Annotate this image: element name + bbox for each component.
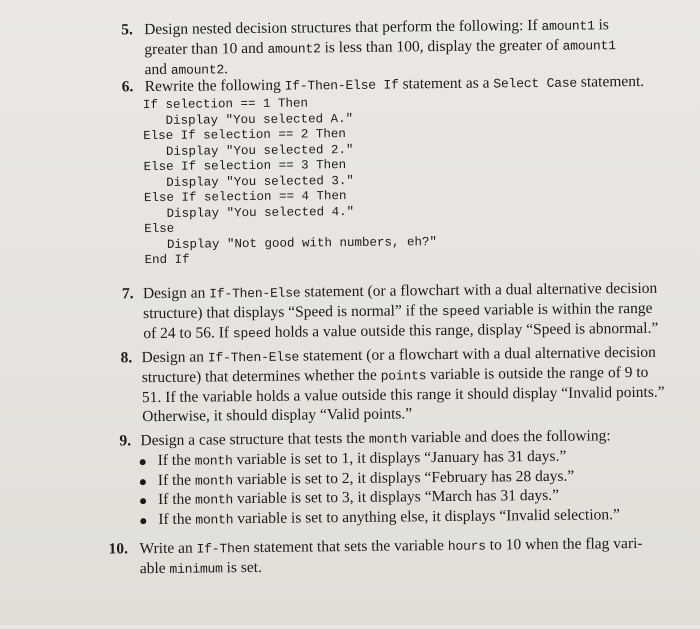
problem-number: 5. bbox=[121, 21, 133, 39]
code-term: If-Then-Else bbox=[207, 349, 300, 366]
problem-number: 8. bbox=[120, 349, 133, 367]
code-line: Else If selection == 4 Then bbox=[143, 189, 347, 206]
text-run: holds a value outside this range, display “Speed is abnormal.” bbox=[270, 319, 659, 341]
code-term: speed bbox=[232, 325, 271, 342]
code-line: Else If selection == 2 Then bbox=[143, 127, 346, 144]
text-run: . bbox=[223, 60, 229, 78]
code-term: month bbox=[368, 431, 408, 447]
text-run: If the bbox=[157, 490, 196, 509]
text-run: 51. If the variable holds a value outside this range it should display “Invalid points.” bbox=[141, 383, 665, 407]
text-run: Design an bbox=[141, 348, 208, 367]
code-term: hours bbox=[447, 538, 486, 554]
code-line: Display "You selected 2." bbox=[143, 142, 354, 159]
problem-number: 10. bbox=[108, 540, 129, 558]
problem-text bbox=[145, 72, 645, 97]
problem-number: 9. bbox=[119, 432, 132, 450]
text-line bbox=[143, 319, 658, 344]
code-term: amount2 bbox=[170, 62, 225, 78]
text-run: If the bbox=[157, 451, 195, 470]
text-line bbox=[145, 72, 645, 97]
code-line: Display "You selected 4." bbox=[144, 204, 355, 221]
code-term: month bbox=[195, 492, 234, 508]
code-term: If-Then-Else bbox=[209, 285, 301, 302]
code-term: amount1 bbox=[541, 18, 595, 34]
problem-number: 6. bbox=[121, 78, 134, 96]
text-run: is bbox=[594, 16, 609, 34]
text-run: greater than 10 and bbox=[144, 39, 268, 59]
code-term: If-Then bbox=[196, 541, 250, 557]
code-term: amount2 bbox=[267, 41, 321, 57]
text-run: structure) that determines whether the bbox=[141, 366, 381, 387]
code-block bbox=[143, 95, 437, 269]
code-line: Else bbox=[144, 221, 175, 237]
code-term: Select Case bbox=[493, 75, 578, 92]
text-run: and bbox=[144, 60, 171, 79]
code-line: Display "You selected 3." bbox=[143, 173, 354, 190]
text-run: statement. bbox=[576, 72, 645, 91]
code-term: minimum bbox=[169, 561, 223, 577]
text-line bbox=[142, 402, 665, 426]
text-run: If the bbox=[158, 510, 196, 528]
bullet-icon bbox=[140, 459, 146, 465]
text-run: structure) that displays “Speed is normal” if the bbox=[143, 302, 442, 323]
code-term: month bbox=[194, 472, 233, 489]
text-run: is set. bbox=[222, 558, 262, 577]
text-run: Otherwise, it should display “Valid points.” bbox=[142, 405, 413, 426]
text-run: of 24 to 56. If bbox=[143, 324, 233, 343]
text-run: variable is set to 3, it displays “March has 31 days.” bbox=[233, 486, 560, 508]
problem-text bbox=[139, 534, 642, 579]
problem-text bbox=[143, 279, 659, 344]
text-run: is less than 100, display the greater of bbox=[320, 36, 563, 57]
text-run: Design a case structure that tests the bbox=[140, 429, 370, 450]
code-term: If-Then-Else If bbox=[284, 77, 399, 94]
code-term: amount1 bbox=[562, 38, 616, 54]
problem-5 bbox=[0, 0, 697, 79]
text-run: Write an bbox=[139, 539, 197, 558]
text-run: statement as a bbox=[398, 74, 494, 93]
problem-number: 7. bbox=[121, 285, 134, 303]
bullet-icon bbox=[140, 479, 146, 485]
text-run: variable is within the range bbox=[479, 299, 653, 319]
code-line: If selection == 1 Then bbox=[142, 96, 309, 113]
text-run: variable is set to 1, it displays “January has 31 days.” bbox=[232, 447, 567, 469]
text-run: If the bbox=[157, 471, 195, 489]
bullet-item bbox=[140, 506, 620, 531]
bullet-icon bbox=[140, 518, 146, 524]
code-line: Else If selection == 3 Then bbox=[143, 158, 347, 175]
code-term: points bbox=[380, 368, 427, 384]
text-run: to 10 when the flag vari- bbox=[485, 534, 643, 554]
bullet-icon bbox=[140, 498, 146, 504]
text-run: Rewrite the following bbox=[144, 76, 285, 96]
text-run: Design nested decision structures that perform the following: If bbox=[144, 16, 542, 39]
text-run: variable is set to anything else, it displays “Invalid selection.” bbox=[233, 505, 620, 527]
bullet-list bbox=[140, 447, 620, 530]
problem-text bbox=[144, 15, 616, 80]
text-run: Design an bbox=[142, 284, 210, 303]
code-line: Display "You selected A." bbox=[143, 111, 354, 128]
text-run: variable and does the following: bbox=[406, 427, 611, 447]
text-run: statement that sets the variable bbox=[249, 536, 448, 557]
text-run: statement (or a flowchart with a dual alternative decision bbox=[300, 279, 658, 301]
problem-text bbox=[141, 343, 664, 426]
code-term: month bbox=[195, 511, 234, 528]
code-line: End If bbox=[144, 252, 190, 268]
text-run: able bbox=[139, 559, 170, 578]
code-line: Display "Not good with numbers, eh?" bbox=[144, 234, 438, 252]
text-line bbox=[140, 554, 643, 579]
text-run: variable is set to 2, it displays “February has 28 days.” bbox=[232, 467, 575, 488]
text-run: variable is outside the range of 9 to bbox=[426, 363, 649, 384]
code-term: speed bbox=[441, 303, 480, 320]
text-run: statement (or a flowchart with a dual alternative decision bbox=[299, 343, 656, 365]
code-term: month bbox=[194, 453, 233, 469]
